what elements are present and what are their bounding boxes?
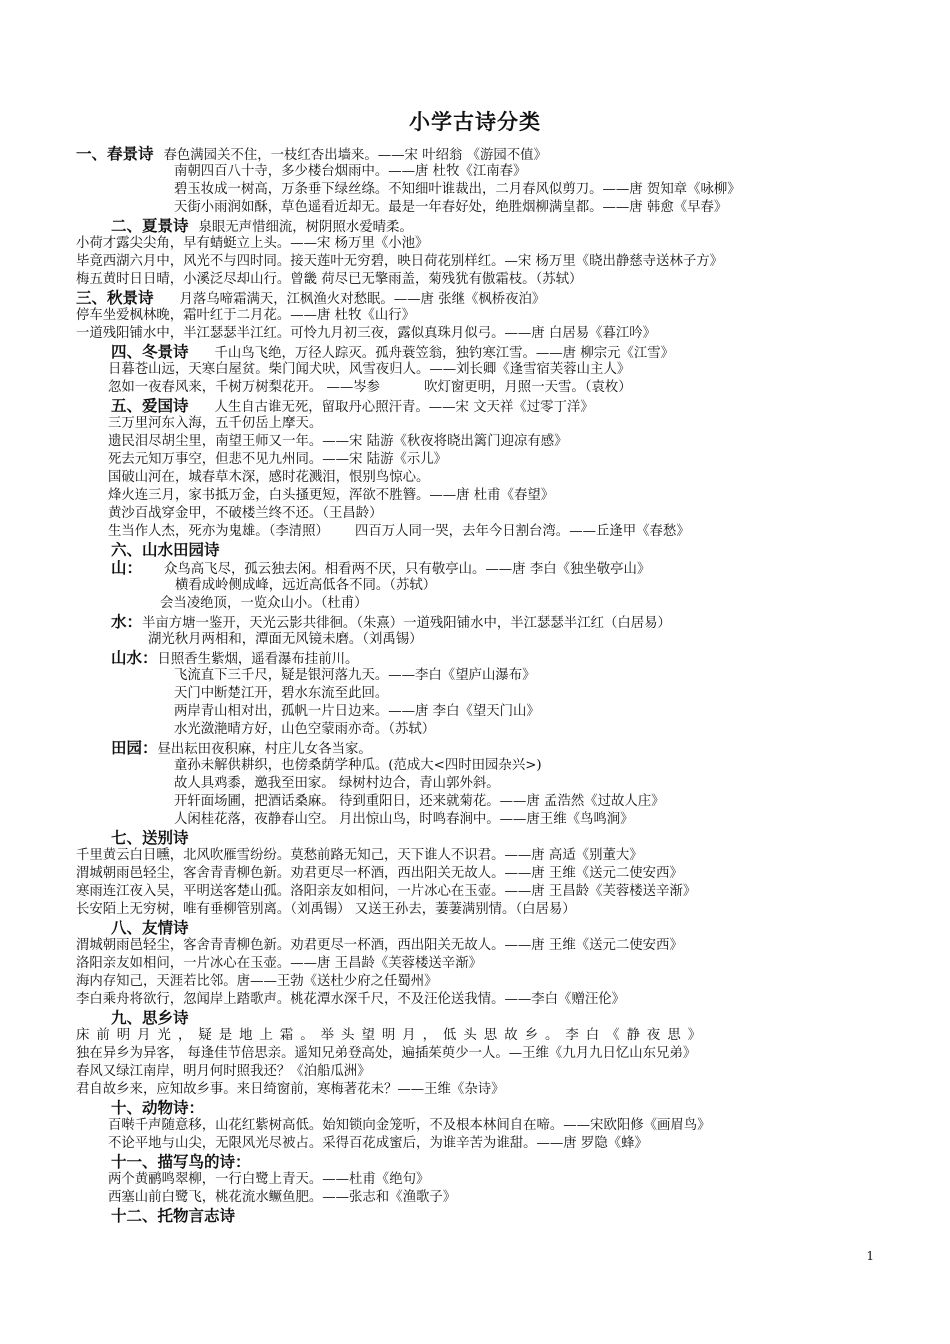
- poem-line: 渭城朝雨邑轻尘，客舍青青柳色新。劝君更尽一杯酒，西出阳关无故人。——唐 王维《送元二使安西》: [76, 866, 683, 881]
- poem-line: 故人具鸡黍，邀我至田家。 绿树村边合，青山郭外斜。: [174, 776, 500, 791]
- poem-line: 百啭千声随意移，山花红紫树高低。始知锁向金笼听，不及根本林间自在啼。——宋欧阳修《画眉鸟》: [108, 1118, 711, 1133]
- poem-line: 春色满园关不住，一枝红杏出墙来。——宋 叶绍翁 《游园不值》: [163, 148, 547, 163]
- poem-line: 梅五黄时日日晴，小溪泛尽却山行。曾畿 荷尽已无擎雨盖，菊残犹有傲霜枝。（苏轼）: [76, 272, 583, 287]
- poem-line: 月落乌啼霜满天，江枫渔火对愁眠。——唐 张继《枫桥夜泊》: [179, 292, 546, 307]
- section-heading: 七、送别诗: [111, 829, 189, 847]
- subsection-landscape: [111, 649, 358, 669]
- poem-line: 忽如一夜春风来，千树万树梨花开。 ——岑参: [108, 380, 381, 395]
- poem-line: 君自故乡来，应知故乡事。来日绮窗前，寒梅著花未？——王维《杂诗》: [76, 1082, 505, 1097]
- section-heading: 四、冬景诗: [111, 343, 189, 361]
- poem-line: 小荷才露尖尖角，早有蜻蜓立上头。——宋 杨万里《小池》: [76, 236, 429, 251]
- poem-line: 会当凌绝顶，一览众山小。（杜甫）: [160, 596, 368, 611]
- poem-line: 两个黄鹂鸣翠柳，一行白鹭上青天。——杜甫《绝句》: [108, 1172, 430, 1187]
- poem-line: 一道残阳铺水中，半江瑟瑟半江红。可怜九月初三夜，露似真珠月似弓。——唐 白居易《暮江吟》: [76, 326, 657, 341]
- poem-line: 渭城朝雨邑轻尘，客舍青青柳色新。劝君更尽一杯酒，西出阳关无故人。——唐 王维《送元二使安西》: [76, 938, 683, 953]
- section-heading: 二、夏景诗: [111, 217, 189, 235]
- page-number: 1: [866, 1249, 874, 1263]
- poem-line: 春风又绿江南岸，明月何时照我还？《泊船瓜洲》: [76, 1064, 371, 1079]
- poem-line: 水光潋滟晴方好，山色空蒙雨亦奇。（苏轼）: [174, 722, 436, 737]
- poem-line: 黄沙百战穿金甲，不破楼兰终不还。（王昌龄）: [108, 506, 383, 521]
- poem-line: 人闲桂花落，夜静春山空。 月出惊山鸟，时鸣春涧中。——唐王维《鸟鸣涧》: [174, 812, 634, 827]
- poem-line: 千里黄云白日曛，北风吹雁雪纷纷。莫愁前路无知己，天下谁人不识君。——唐 高适《别董大》: [76, 848, 643, 863]
- subsection-heading: 山水：: [111, 649, 158, 667]
- document-title: 小学古诗分类: [409, 110, 541, 134]
- section-patriotic: [111, 397, 594, 417]
- subsection-heading: 田园：: [111, 739, 158, 757]
- subsection-heading: 山：: [111, 559, 143, 577]
- poem-line: 西塞山前白鹭飞，桃花流水鳜鱼肥。——张志和《渔歌子》: [108, 1190, 457, 1205]
- poem-line: 床前明月光，疑是地上霜。举头望明月，低头思故乡。李白《静夜思》: [76, 1028, 709, 1043]
- section-landscape: [111, 541, 220, 561]
- poem-line-pair: [108, 379, 632, 397]
- section-heading: 一、春景诗: [76, 145, 154, 163]
- poem-line: 遗民泪尽胡尘里，南望王师又一年。——宋 陆游《秋夜将晓出篱门迎凉有感》: [108, 434, 568, 449]
- poem-line: 吹灯窗更明，月照一天雪。（袁枚）: [424, 380, 632, 395]
- section-homesick: [111, 1009, 189, 1029]
- poem-line: 日照香生紫烟，遥看瀑布挂前川。: [157, 652, 359, 667]
- poem-line: 天街小雨润如酥，草色遥看近却无。最是一年春好处，绝胜烟柳满皇都。——唐 韩愈《早春》: [174, 200, 728, 215]
- poem-line: 国破山河在，城春草木深，感时花溅泪，恨别鸟惊心。: [108, 470, 430, 485]
- section-heading: 三、秋景诗: [76, 289, 154, 307]
- poem-line-pair: [108, 523, 690, 541]
- poem-line: 四百万人同一哭，去年今日割台湾。——丘逢甲《春愁》: [354, 524, 690, 539]
- poem-line: 独在异乡为异客， 每逢佳节倍思亲。遥知兄弟登高处，遍插茱萸少一人。—王维《九月九日忆山东兄弟》: [76, 1046, 697, 1061]
- poem-line: 停车坐爱枫林晚，霜叶红于二月花。——唐 杜牧《山行》: [76, 308, 416, 323]
- section-friendship: [111, 919, 189, 939]
- poem-line: 横看成岭侧成峰，远近高低各不同。（苏轼）: [175, 578, 437, 593]
- section-heading: 十一、描写鸟的诗：: [111, 1153, 251, 1171]
- section-birds: [111, 1153, 251, 1173]
- poem-line: 众鸟高飞尽，孤云独去闲。相看两不厌，只有敬亭山。——唐 李白《独坐敬亭山》: [164, 562, 651, 577]
- poem-line: 千山鸟飞绝，万径人踪灭。孤舟蓑笠翁，独钓寒江雪。——唐 柳宗元《江雪》: [214, 346, 675, 361]
- section-animals: [111, 1099, 204, 1119]
- poem-line: 寒雨连江夜入吴，平明送客楚山孤。洛阳亲友如相问，一片冰心在玉壶。——唐 王昌龄《芙蓉楼送辛渐》: [76, 884, 697, 899]
- section-heading: 八、友情诗: [111, 919, 189, 937]
- poem-line: 生当作人杰，死亦为鬼雄。（李清照）: [108, 524, 329, 539]
- poem-line: 日暮苍山远，天寒白屋贫。柴门闻犬吠，风雪夜归人。——刘长卿《逢雪宿芙蓉山主人》: [108, 362, 631, 377]
- section-heading: 六、山水田园诗: [111, 541, 220, 559]
- section-heading: 五、爱国诗: [111, 397, 189, 415]
- poem-line: 飞流直下三千尺，疑是银河落九天。——李白《望庐山瀑布》: [174, 668, 536, 683]
- poem-line: 南朝四百八十寺，多少楼台烟雨中。——唐 杜牧《江南春》: [174, 164, 527, 179]
- poem-line: 三万里河东入海，五千仞岳上摩天。: [108, 416, 323, 431]
- section-farewell: [111, 829, 189, 849]
- poem-line: 碧玉妆成一树高，万条垂下绿丝绦。不知细叶谁裁出，二月春风似剪刀。——唐 贺知章《咏柳》: [174, 182, 741, 197]
- subsection-water: [111, 613, 671, 633]
- subsection-pastoral: [111, 739, 372, 759]
- poem-line: 毕竟西湖六月中，风光不与四时同。接天莲叶无穷碧，映日荷花别样红。—宋 杨万里《晓出静慈寺送林子方》: [76, 254, 724, 269]
- section-heading: 十二、托物言志诗: [111, 1207, 236, 1225]
- section-autumn: [76, 289, 545, 309]
- poem-line: 泉眼无声惜细流，树阴照水爱晴柔。: [198, 220, 413, 235]
- poem-line: 洛阳亲友如相问，一片冰心在玉壶。——唐 王昌龄《芙蓉楼送辛渐》: [76, 956, 482, 971]
- section-heading: 九、思乡诗: [111, 1009, 189, 1027]
- poem-line: 两岸青山相对出，孤帆一片日边来。——唐 李白《望天门山》: [174, 704, 540, 719]
- poem-line: 死去元知万事空，但悲不见九州同。——宋 陆游《示儿》: [108, 452, 448, 467]
- section-spring: [76, 145, 547, 165]
- section-heading: 十、动物诗：: [111, 1099, 205, 1117]
- poem-line: 人生自古谁无死，留取丹心照汗青。——宋 文天祥《过零丁洋》: [214, 400, 594, 415]
- subsection-heading: 水：: [111, 613, 143, 631]
- section-winter: [111, 343, 674, 363]
- poem-line: 烽火连三月，家书抵万金，白头搔更短，浑欲不胜簪。——唐 杜甫《春望》: [108, 488, 555, 503]
- poem-line: 不论平地与山尖，无限风光尽被占。采得百花成蜜后，为谁辛苦为谁甜。——唐 罗隐《蜂》: [108, 1136, 648, 1151]
- poem-line: 童孙未解供耕织，也傍桑荫学种瓜。(范成大<四时田园杂兴>): [174, 758, 542, 773]
- poem-line: 开轩面场圃，把酒话桑麻。 待到重阳日，还来就菊花。——唐 孟浩然《过故人庄》: [174, 794, 665, 809]
- section-aspiration: [111, 1207, 235, 1227]
- section-summer: [111, 217, 413, 237]
- poem-line: 昼出耘田夜积麻，村庄儿女各当家。: [157, 742, 372, 757]
- subsection-mountain: [111, 559, 650, 579]
- poem-line: 长安陌上无穷树，唯有垂柳管别离。（刘禹锡） 又送王孙去，萋萋满别情。（白居易）: [76, 902, 576, 917]
- poem-line: 半亩方塘一鉴开，天光云影共徘徊。（朱熹）一道残阳铺水中，半江瑟瑟半江红（白居易）: [142, 616, 671, 631]
- poem-line: 天门中断楚江开，碧水东流至此回。: [174, 686, 389, 701]
- poem-line: 湖光秋月两相和，潭面无风镜未磨。（刘禹锡）: [148, 632, 423, 647]
- poem-line: 海内存知己，天涯若比邻。唐——王勃《送杜少府之任蜀州》: [76, 974, 438, 989]
- poem-line: 李白乘舟将欲行，忽闻岸上踏歌声。桃花潭水深千尺，不及汪伦送我情。——李白《赠汪伦》: [76, 992, 626, 1007]
